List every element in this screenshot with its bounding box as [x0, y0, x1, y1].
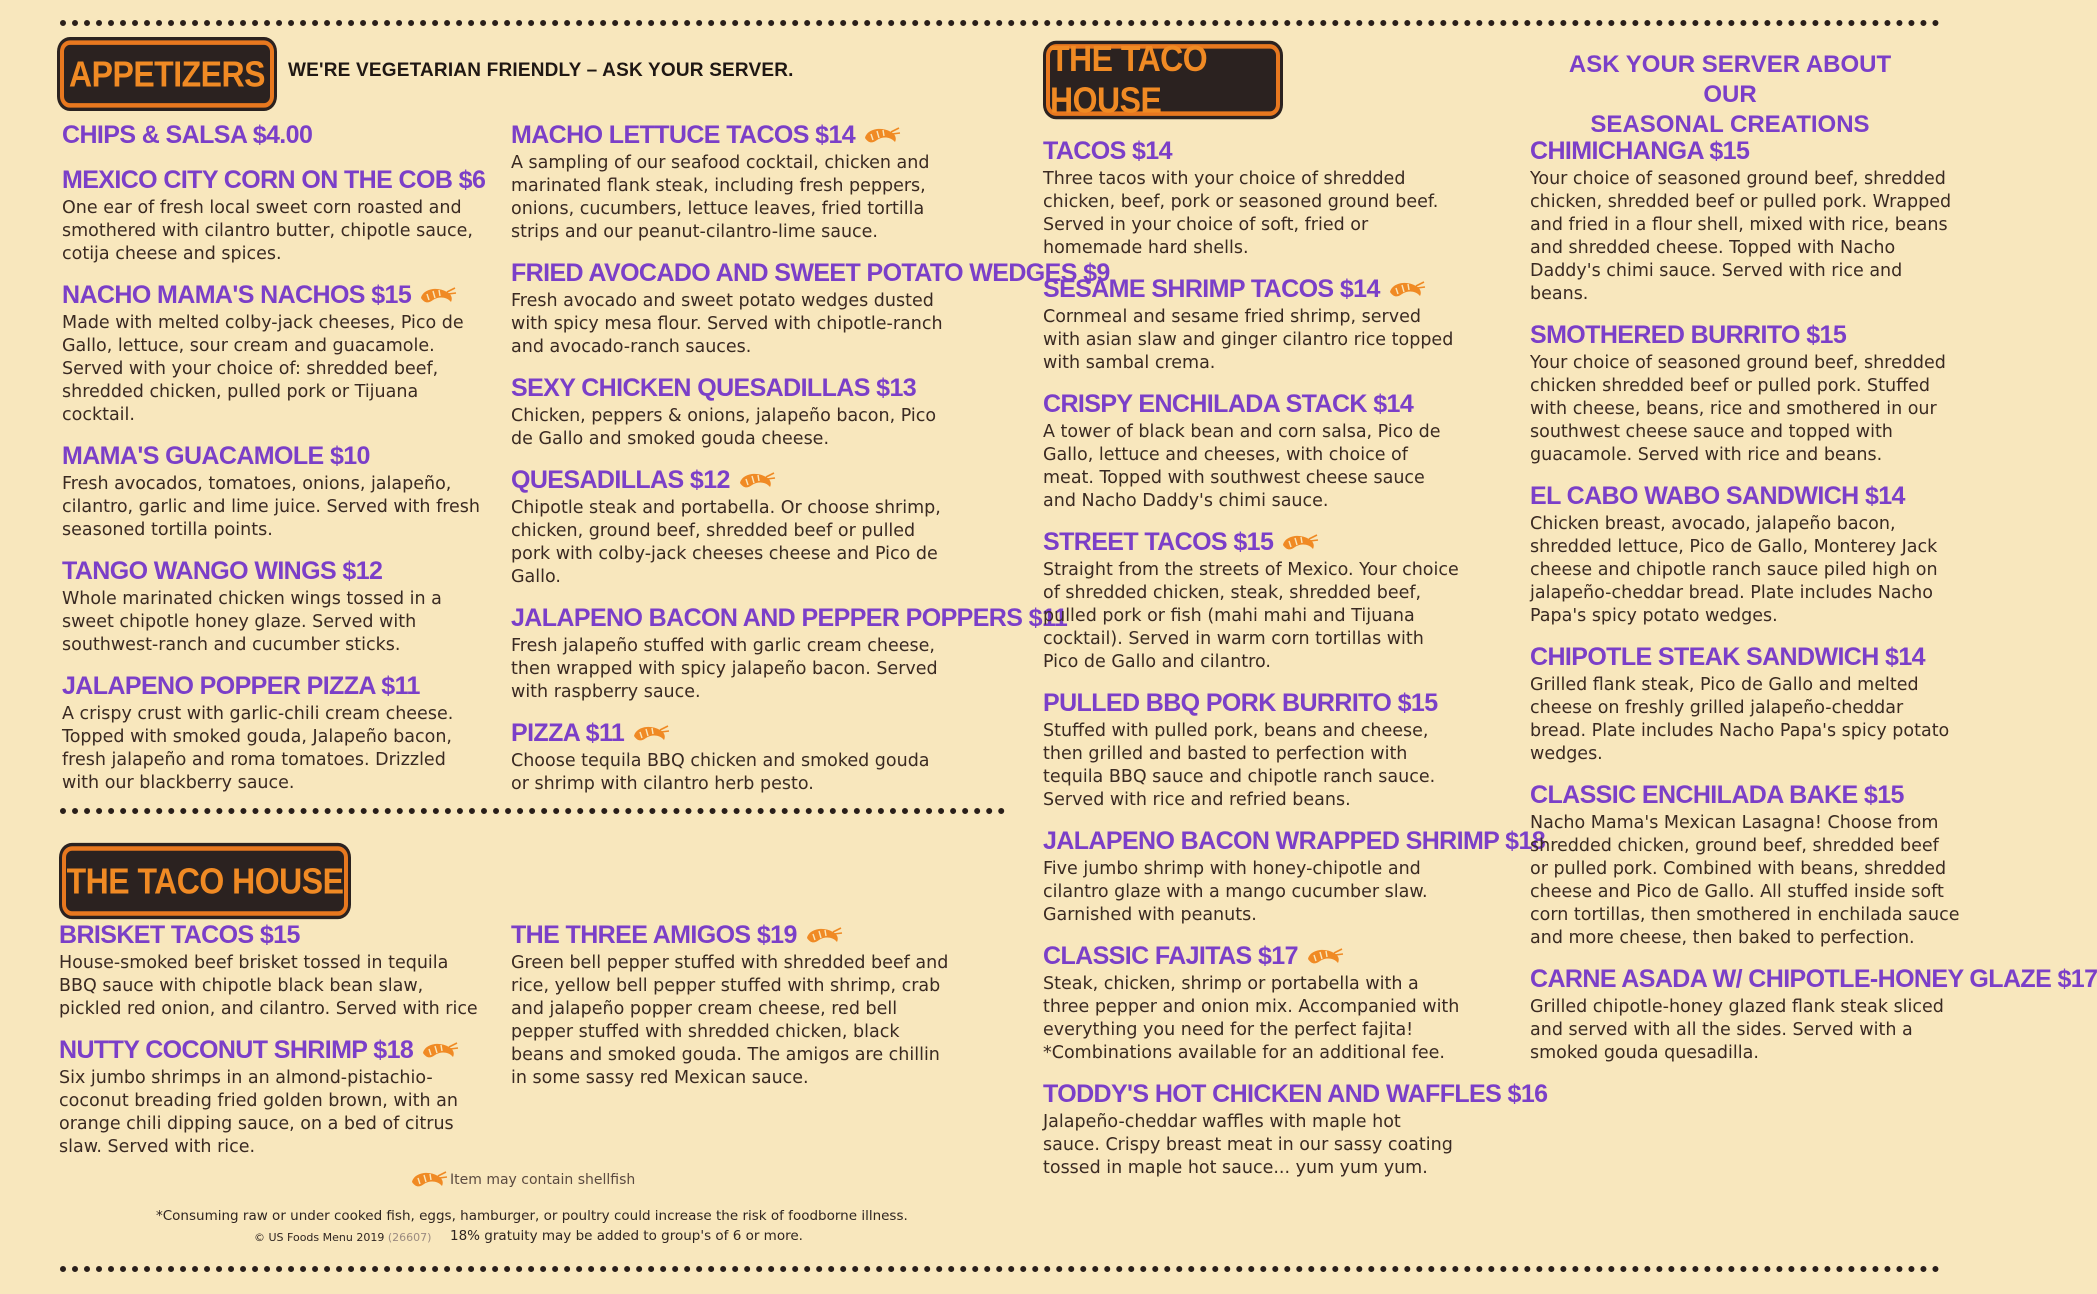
menu-item-name	[1530, 642, 1960, 673]
menu-item	[511, 920, 951, 1090]
shrimp-icon	[419, 1039, 459, 1063]
menu-item	[62, 556, 482, 657]
taco-house-left-column-2	[511, 920, 951, 1104]
menu-item-name-text: CHIPS & SALSA $4.00	[62, 121, 313, 149]
menu-item	[1530, 481, 1960, 628]
shrimp-icon	[1304, 945, 1344, 969]
menu-item	[511, 373, 951, 451]
menu-item	[59, 1035, 489, 1159]
menu-item-name	[1530, 136, 1960, 167]
copyright-text: © US Foods Menu 2019	[254, 1231, 385, 1244]
seasonal-line-2: SEASONAL CREATIONS	[1590, 111, 1870, 138]
menu-item-name	[1043, 136, 1463, 167]
menu-item-description: Grilled flank steak, Pico de Gallo and melted cheese on freshly grilled jalapeño-cheddar bread. Plate includes Nacho Papa's spicy potato wedges.	[1530, 675, 1950, 764]
menu-item	[62, 165, 486, 266]
menu-item-description: Green bell pepper stuffed with shredded beef and rice, yellow bell pepper stuffed with shrimp, crab and jalapeño popper cream cheese, red bell pepper stuffed with shredded chicken, black beans and smoked gouda. The amigos are chillin in some sassy red Mexican sauce.	[511, 953, 949, 1088]
menu-item-description: Six jumbo shrimps in an almond-pistachio-coconut breading fried golden brown, with an orange chili dipping sauce, on a bed of citrus slaw. Served with rice.	[59, 1068, 458, 1157]
menu-item-name	[511, 120, 951, 151]
shrimp-icon	[408, 1168, 448, 1192]
bottom-dotted-divider	[60, 1266, 1940, 1272]
menu-item-description: Fresh avocados, tomatoes, onions, jalapeño, cilantro, garlic and lime juice. Served with fresh seasoned tortilla points.	[62, 474, 481, 540]
menu-item-description: Three tacos with your choice of shredded chicken, beef, pork or seasoned ground beef. Served in your choice of soft, fried or homemade hard shells.	[1043, 169, 1439, 258]
seasonal-line-1: ASK YOUR SERVER ABOUT OUR	[1568, 51, 1892, 108]
menu-item	[62, 280, 482, 427]
taco-house-right-column-1	[1043, 136, 1548, 1194]
menu-item-name-text: MEXICO CITY CORN ON THE COB $6	[62, 166, 486, 194]
menu-item-name	[1043, 527, 1463, 558]
menu-item-name	[511, 373, 951, 404]
copyright-code: (26607)	[387, 1231, 432, 1244]
gratuity-note: 18% gratuity may be added to group's of 6 or more.	[450, 1228, 803, 1244]
menu-item	[1043, 826, 1546, 927]
menu-item	[511, 258, 1110, 359]
menu-item-name	[511, 465, 951, 496]
shellfish-legend	[408, 1168, 635, 1192]
menu-item-name-text: CARNE ASADA W/ CHIPOTLE-HONEY GLAZE $17	[1530, 965, 2097, 993]
menu-item	[1043, 941, 1463, 1065]
menu-item	[1043, 688, 1463, 812]
menu-item-name	[1530, 964, 2097, 995]
menu-item-description: Steak, chicken, shrimp or portabella with a three pepper and onion mix. Accompanied with everything you need for the perfect fajita! *Combinations available for an additional fee.	[1043, 974, 1460, 1063]
menu-item-name-text: STREET TACOS $15	[1043, 528, 1274, 556]
menu-item	[1043, 527, 1463, 674]
menu-item-name-text: TACOS $14	[1043, 137, 1172, 165]
foodborne-warning: *Consuming raw or under cooked fish, eggs, hamburger, or poultry could increase the risk of foodborne illness.	[156, 1208, 908, 1224]
menu-item-name	[1530, 481, 1960, 512]
menu-item-description: Whole marinated chicken wings tossed in a sweet chipotle honey glaze. Served with southwest-ranch and cucumber sticks.	[62, 589, 442, 655]
menu-item-description: Jalapeño-cheddar waffles with maple hot sauce. Crispy breast meat in our sassy coating tossed in maple hot sauce... yum yum yum.	[1043, 1112, 1453, 1178]
taco-house-badge-left: THE TACO HOUSE	[62, 846, 348, 915]
menu-item-description: Chipotle steak and portabella. Or choose shrimp, chicken, ground beef, shredded beef or pulled pork with colby-jack cheeses cheese and Pico de Gallo.	[511, 498, 941, 587]
menu-item-description: Fresh jalapeño stuffed with garlic cream cheese, then wrapped with spicy jalapeño bacon. Served with raspberry sauce.	[511, 636, 938, 702]
menu-item	[511, 603, 1068, 704]
appetizers-badge: APPETIZERS	[60, 40, 274, 107]
menu-item-name-text: JALAPENO POPPER PIZZA $11	[62, 672, 420, 700]
menu-item-name	[1043, 941, 1463, 972]
appetizers-column-2	[511, 120, 1110, 810]
menu-item-name-text: PULLED BBQ PORK BURRITO $15	[1043, 689, 1438, 717]
menu-item-description: House-smoked beef brisket tossed in tequila BBQ sauce with chipotle black bean slaw, pickled red onion, and cilantro. Served with rice	[59, 953, 478, 1019]
top-dotted-divider	[60, 20, 1940, 26]
menu-item	[511, 718, 951, 796]
menu-item-name	[59, 920, 489, 951]
shrimp-icon	[1386, 278, 1426, 302]
menu-item-description: Made with melted colby-jack cheeses, Pico de Gallo, lettuce, sour cream and guacamole. Served with your choice of: shredded beef, shredded chicken, pulled pork or Tijuana cocktail.	[62, 313, 464, 425]
menu-item	[62, 120, 482, 151]
menu-item-description: Cornmeal and sesame fried shrimp, served with asian slaw and ginger cilantro rice topped with sambal crema.	[1043, 307, 1454, 373]
menu-item	[1530, 642, 1960, 766]
menu-item	[1530, 964, 2097, 1065]
menu-item-name	[511, 258, 1110, 289]
shrimp-icon	[1279, 531, 1319, 555]
menu-item-name-text: EL CABO WABO SANDWICH $14	[1530, 482, 1905, 510]
shrimp-icon	[736, 469, 776, 493]
menu-item	[59, 920, 489, 1021]
menu-item-name	[62, 165, 486, 196]
menu-item	[1043, 274, 1463, 375]
menu-item-name	[62, 280, 482, 311]
menu-item-name-text: JALAPENO BACON WRAPPED SHRIMP $18	[1043, 827, 1546, 855]
menu-item	[62, 441, 482, 542]
vegetarian-note: WE'RE VEGETARIAN FRIENDLY – ASK YOUR SERVER.	[288, 60, 794, 81]
menu-item	[511, 465, 951, 589]
shellfish-legend-text: Item may contain shellfish	[450, 1172, 636, 1188]
menu-item	[1530, 136, 1960, 306]
menu-item-name	[62, 556, 482, 587]
taco-house-right-column-2	[1530, 136, 2097, 1079]
menu-item-description: Five jumbo shrimp with honey-chipotle and cilantro glaze with a mango cucumber slaw. Garnished with peanuts.	[1043, 859, 1428, 925]
menu-item-name	[1043, 274, 1463, 305]
menu-item-name	[1530, 780, 1960, 811]
appetizers-column-1	[62, 120, 486, 809]
menu-item-name	[62, 671, 482, 702]
menu-item-description: A tower of black bean and corn salsa, Pico de Gallo, lettuce and cheeses, with choice of meat. Topped with southwest cheese sauce and Nacho Daddy's chimi sauce.	[1043, 422, 1441, 511]
menu-item-description: Nacho Mama's Mexican Lasagna! Choose from shredded chicken, ground beef, shredded beef or pulled pork. Combined with beans, shredded cheese and Pico de Gallo. All stuffed inside soft corn tortillas, then smothered in enchilada sauce and more cheese, then baked to perfection.	[1530, 813, 1960, 948]
menu-item-name-text: CHIMICHANGA $15	[1530, 137, 1750, 165]
menu-item-name-text: JALAPENO BACON AND PEPPER POPPERS $11	[511, 604, 1068, 632]
menu-item-name-text: CRISPY ENCHILADA STACK $14	[1043, 390, 1414, 418]
menu-item-description: Your choice of seasoned ground beef, shredded chicken, shredded beef or pulled pork. Wrapped and fried in a flour shell, mixed with rice, beans and shredded cheese. Topped with Nacho Daddy's chimi sauce. Served with rice and beans.	[1530, 169, 1952, 304]
taco-house-badge-right: THE TACO HOUSE	[1046, 44, 1280, 116]
menu-item-name	[1530, 320, 1960, 351]
menu-item	[511, 120, 951, 244]
menu-item-description: Your choice of seasoned ground beef, shredded chicken shredded beef or pulled pork. Stuffed with cheese, beans, rice and smothered in our southwest cheese sauce and topped with guacamole. Served with rice and beans.	[1530, 353, 1946, 465]
menu-item-description: Stuffed with pulled pork, beans and cheese, then grilled and basted to perfection with tequila BBQ sauce and chipotle ranch sauce. Served with rice and refried beans.	[1043, 721, 1436, 810]
menu-item-name	[62, 441, 482, 472]
copyright-note	[254, 1231, 431, 1244]
menu-item-name-text: SMOTHERED BURRITO $15	[1530, 321, 1847, 349]
menu-item-description: Chicken, peppers & onions, jalapeño bacon, Pico de Gallo and smoked gouda cheese.	[511, 406, 937, 449]
menu-item-description: Straight from the streets of Mexico. Your choice of shredded chicken, steak, shredded beef, pulled pork or fish (mahi mahi and Tijuana cocktail). Served in warm corn tortillas with Pico de Gallo and cilantro.	[1043, 560, 1459, 672]
menu-item-name-text: CLASSIC ENCHILADA BAKE $15	[1530, 781, 1904, 809]
menu-item-name-text: SEXY CHICKEN QUESADILLAS $13	[511, 374, 917, 402]
shrimp-icon	[630, 722, 670, 746]
menu-item-name-text: CHIPOTLE STEAK SANDWICH $14	[1530, 643, 1925, 671]
menu-item	[1530, 780, 1960, 950]
menu-item-name-text: TODDY'S HOT CHICKEN AND WAFFLES $16	[1043, 1080, 1548, 1108]
menu-item-description: Fresh avocado and sweet potato wedges dusted with spicy mesa flour. Served with chipotle-ranch and avocado-ranch sauces.	[511, 291, 943, 357]
menu-item-description: A crispy crust with garlic-chili cream cheese. Topped with smoked gouda, Jalapeño bacon, fresh jalapeño and roma tomatoes. Drizzled with our blackberry sauce.	[62, 704, 454, 793]
menu-item-name-text: BRISKET TACOS $15	[59, 921, 300, 949]
menu-item-name	[511, 718, 951, 749]
taco-house-left-column-1	[59, 920, 489, 1173]
menu-item-description: One ear of fresh local sweet corn roasted and smothered with cilantro butter, chipotle sauce, cotija cheese and spices.	[62, 198, 473, 264]
shrimp-icon	[861, 124, 901, 148]
menu-item-name	[59, 1035, 489, 1066]
menu-item-description: Chicken breast, avocado, jalapeño bacon, shredded lettuce, Pico de Gallo, Monterey Jack cheese and chipotle ranch sauce piled high on jalapeño-cheddar bread. Plate includes Nacho Papa's spicy potato wedges.	[1530, 514, 1938, 626]
menu-item-name-text: PIZZA $11	[511, 719, 625, 747]
menu-item-name-text: TANGO WANGO WINGS $12	[62, 557, 383, 585]
seasonal-creations-note	[1560, 50, 1900, 140]
menu-item-name-text: MACHO LETTUCE TACOS $14	[511, 121, 856, 149]
menu-item-name-text: SESAME SHRIMP TACOS $14	[1043, 275, 1380, 303]
menu-item-description: Grilled chipotle-honey glazed flank steak sliced and served with all the sides. Served with a smoked gouda quesadilla.	[1530, 997, 1944, 1063]
menu-item-name	[511, 603, 1068, 634]
menu-item-name-text: QUESADILLAS $12	[511, 466, 730, 494]
menu-item	[1043, 389, 1463, 513]
menu-item	[1043, 1079, 1548, 1180]
menu-item	[62, 671, 482, 795]
menu-item-description: Choose tequila BBQ chicken and smoked gouda or shrimp with cilantro herb pesto.	[511, 751, 930, 794]
shrimp-icon	[803, 924, 843, 948]
menu-item-name	[511, 920, 951, 951]
menu-item-name-text: MAMA'S GUACAMOLE $10	[62, 442, 370, 470]
menu-item-name-text: FRIED AVOCADO AND SWEET POTATO WEDGES $9	[511, 259, 1110, 287]
menu-item-name-text: THE THREE AMIGOS $19	[511, 921, 797, 949]
menu-item-name-text: NACHO MAMA'S NACHOS $15	[62, 281, 412, 309]
menu-item-name	[1043, 389, 1463, 420]
menu-item	[1530, 320, 1960, 467]
menu-item-name-text: NUTTY COCONUT SHRIMP $18	[59, 1036, 414, 1064]
menu-item	[1043, 136, 1463, 260]
menu-item-name-text: CLASSIC FAJITAS $17	[1043, 942, 1298, 970]
menu-item-name	[1043, 1079, 1548, 1110]
menu-item-description: A sampling of our seafood cocktail, chicken and marinated flank steak, including fresh peppers, onions, cucumbers, lettuce leaves, fried tortilla strips and our peanut-cilantro-lime sauce.	[511, 153, 930, 242]
menu-item-name	[62, 120, 482, 151]
menu-item-name	[1043, 688, 1463, 719]
shrimp-icon	[417, 284, 457, 308]
menu-item-name	[1043, 826, 1546, 857]
